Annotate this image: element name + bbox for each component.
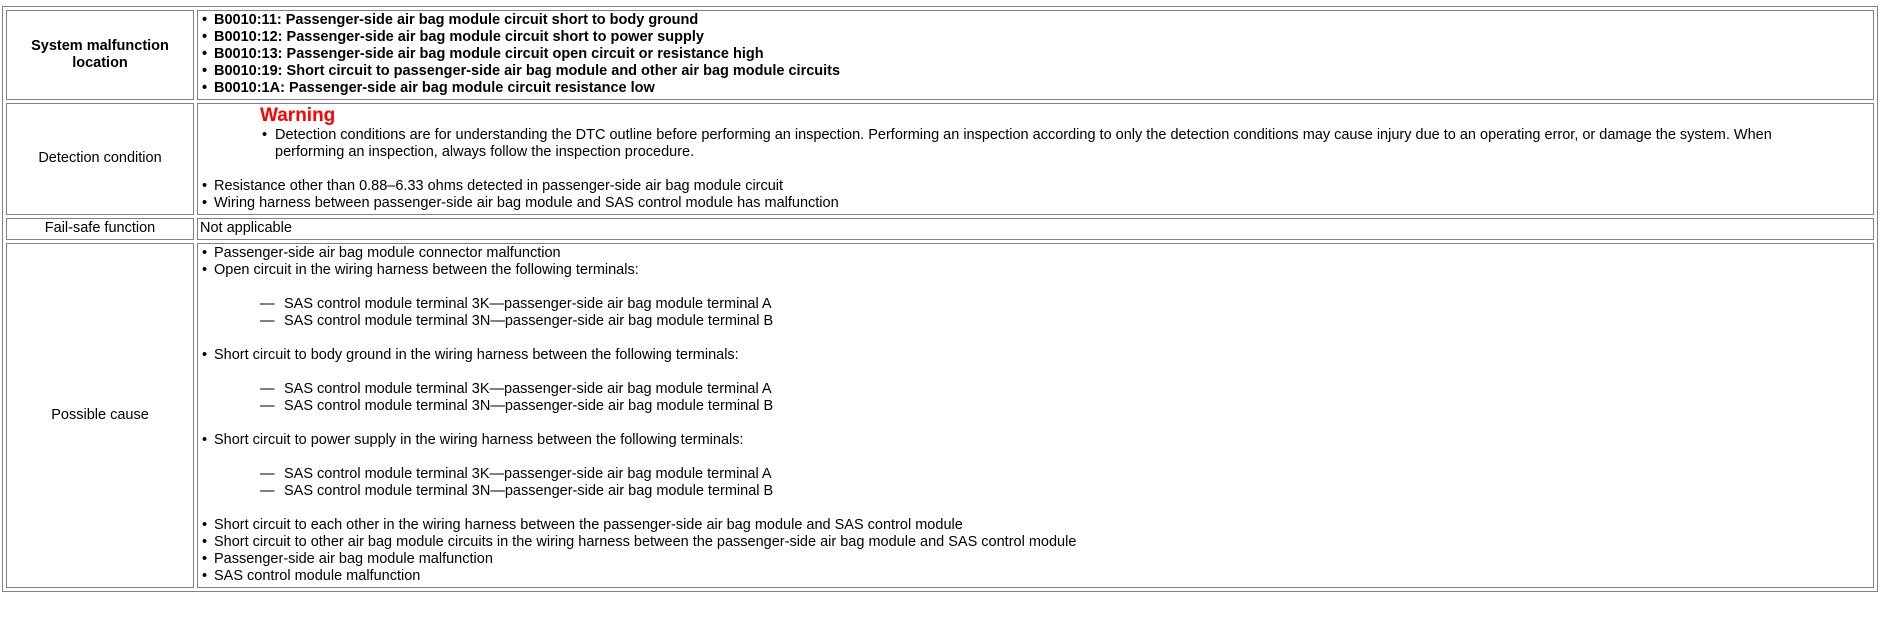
possible-cause-cell (197, 243, 1874, 588)
terminal-item: — SAS control module terminal 3N—passenger-side air bag module terminal B (200, 398, 1871, 415)
terminal-item: — SAS control module terminal 3N—passenger-side air bag module terminal B (200, 483, 1871, 500)
fail-safe-label: Fail-safe function (6, 218, 194, 240)
dtc-code-item: • B0010:11: Passenger-side air bag module circuit short to body ground (200, 12, 1871, 29)
cause-item: • Passenger-side air bag module malfunction (200, 551, 1871, 568)
cause-item: • Passenger-side air bag module connector malfunction (200, 245, 1871, 262)
detection-condition-cell (197, 103, 1874, 215)
cause-item: • Open circuit in the wiring harness between the following terminals: (200, 262, 1871, 279)
dtc-code-item: • B0010:13: Passenger-side air bag module circuit open circuit or resistance high (200, 46, 1871, 63)
cause-item: • SAS control module malfunction (200, 568, 1871, 585)
cause-item: • Short circuit to each other in the wiring harness between the passenger-side air bag module and SAS control module (200, 517, 1871, 534)
table-row (6, 243, 1874, 588)
warning-title: Warning (260, 105, 336, 126)
malfunction-location-cell (197, 10, 1874, 100)
cause-item: • Short circuit to power supply in the wiring harness between the following terminals: (200, 432, 1871, 449)
table-row (6, 103, 1874, 215)
warning-text: • Detection conditions are for understanding the DTC outline before performing an inspection. Performing an inspection according to only the detection conditions may cause injury due to an operating error, or damage the system. When performing an inspection, always follow the inspection procedure. (260, 127, 1871, 161)
possible-cause-label: Possible cause (6, 243, 194, 588)
cause-item: • Short circuit to other air bag module circuits in the wiring harness between the passenger-side air bag module and SAS control module (200, 534, 1871, 551)
malfunction-location-label: System malfunction location (6, 10, 194, 100)
dtc-code-item: • B0010:1A: Passenger-side air bag module circuit resistance low (200, 80, 1871, 97)
table-row (6, 218, 1874, 240)
terminal-item: — SAS control module terminal 3K—passenger-side air bag module terminal A (200, 466, 1871, 483)
detection-item: • Resistance other than 0.88–6.33 ohms detected in passenger-side air bag module circuit (200, 178, 1871, 195)
warning-box (260, 105, 1871, 161)
table-row (6, 10, 1874, 100)
dtc-code-item: • B0010:12: Passenger-side air bag module circuit short to power supply (200, 29, 1871, 46)
dtc-code-item: • B0010:19: Short circuit to passenger-side air bag module and other air bag module circuits (200, 63, 1871, 80)
terminal-item: — SAS control module terminal 3N—passenger-side air bag module terminal B (200, 313, 1871, 330)
cause-item: • Short circuit to body ground in the wiring harness between the following terminals: (200, 347, 1871, 364)
dtc-info-table (2, 6, 1878, 592)
detection-item: • Wiring harness between passenger-side air bag module and SAS control module has malfunction (200, 195, 1871, 212)
terminal-item: — SAS control module terminal 3K—passenger-side air bag module terminal A (200, 296, 1871, 313)
terminal-item: — SAS control module terminal 3K—passenger-side air bag module terminal A (200, 381, 1871, 398)
fail-safe-value: Not applicable (197, 218, 1874, 240)
detection-condition-label: Detection condition (6, 103, 194, 215)
